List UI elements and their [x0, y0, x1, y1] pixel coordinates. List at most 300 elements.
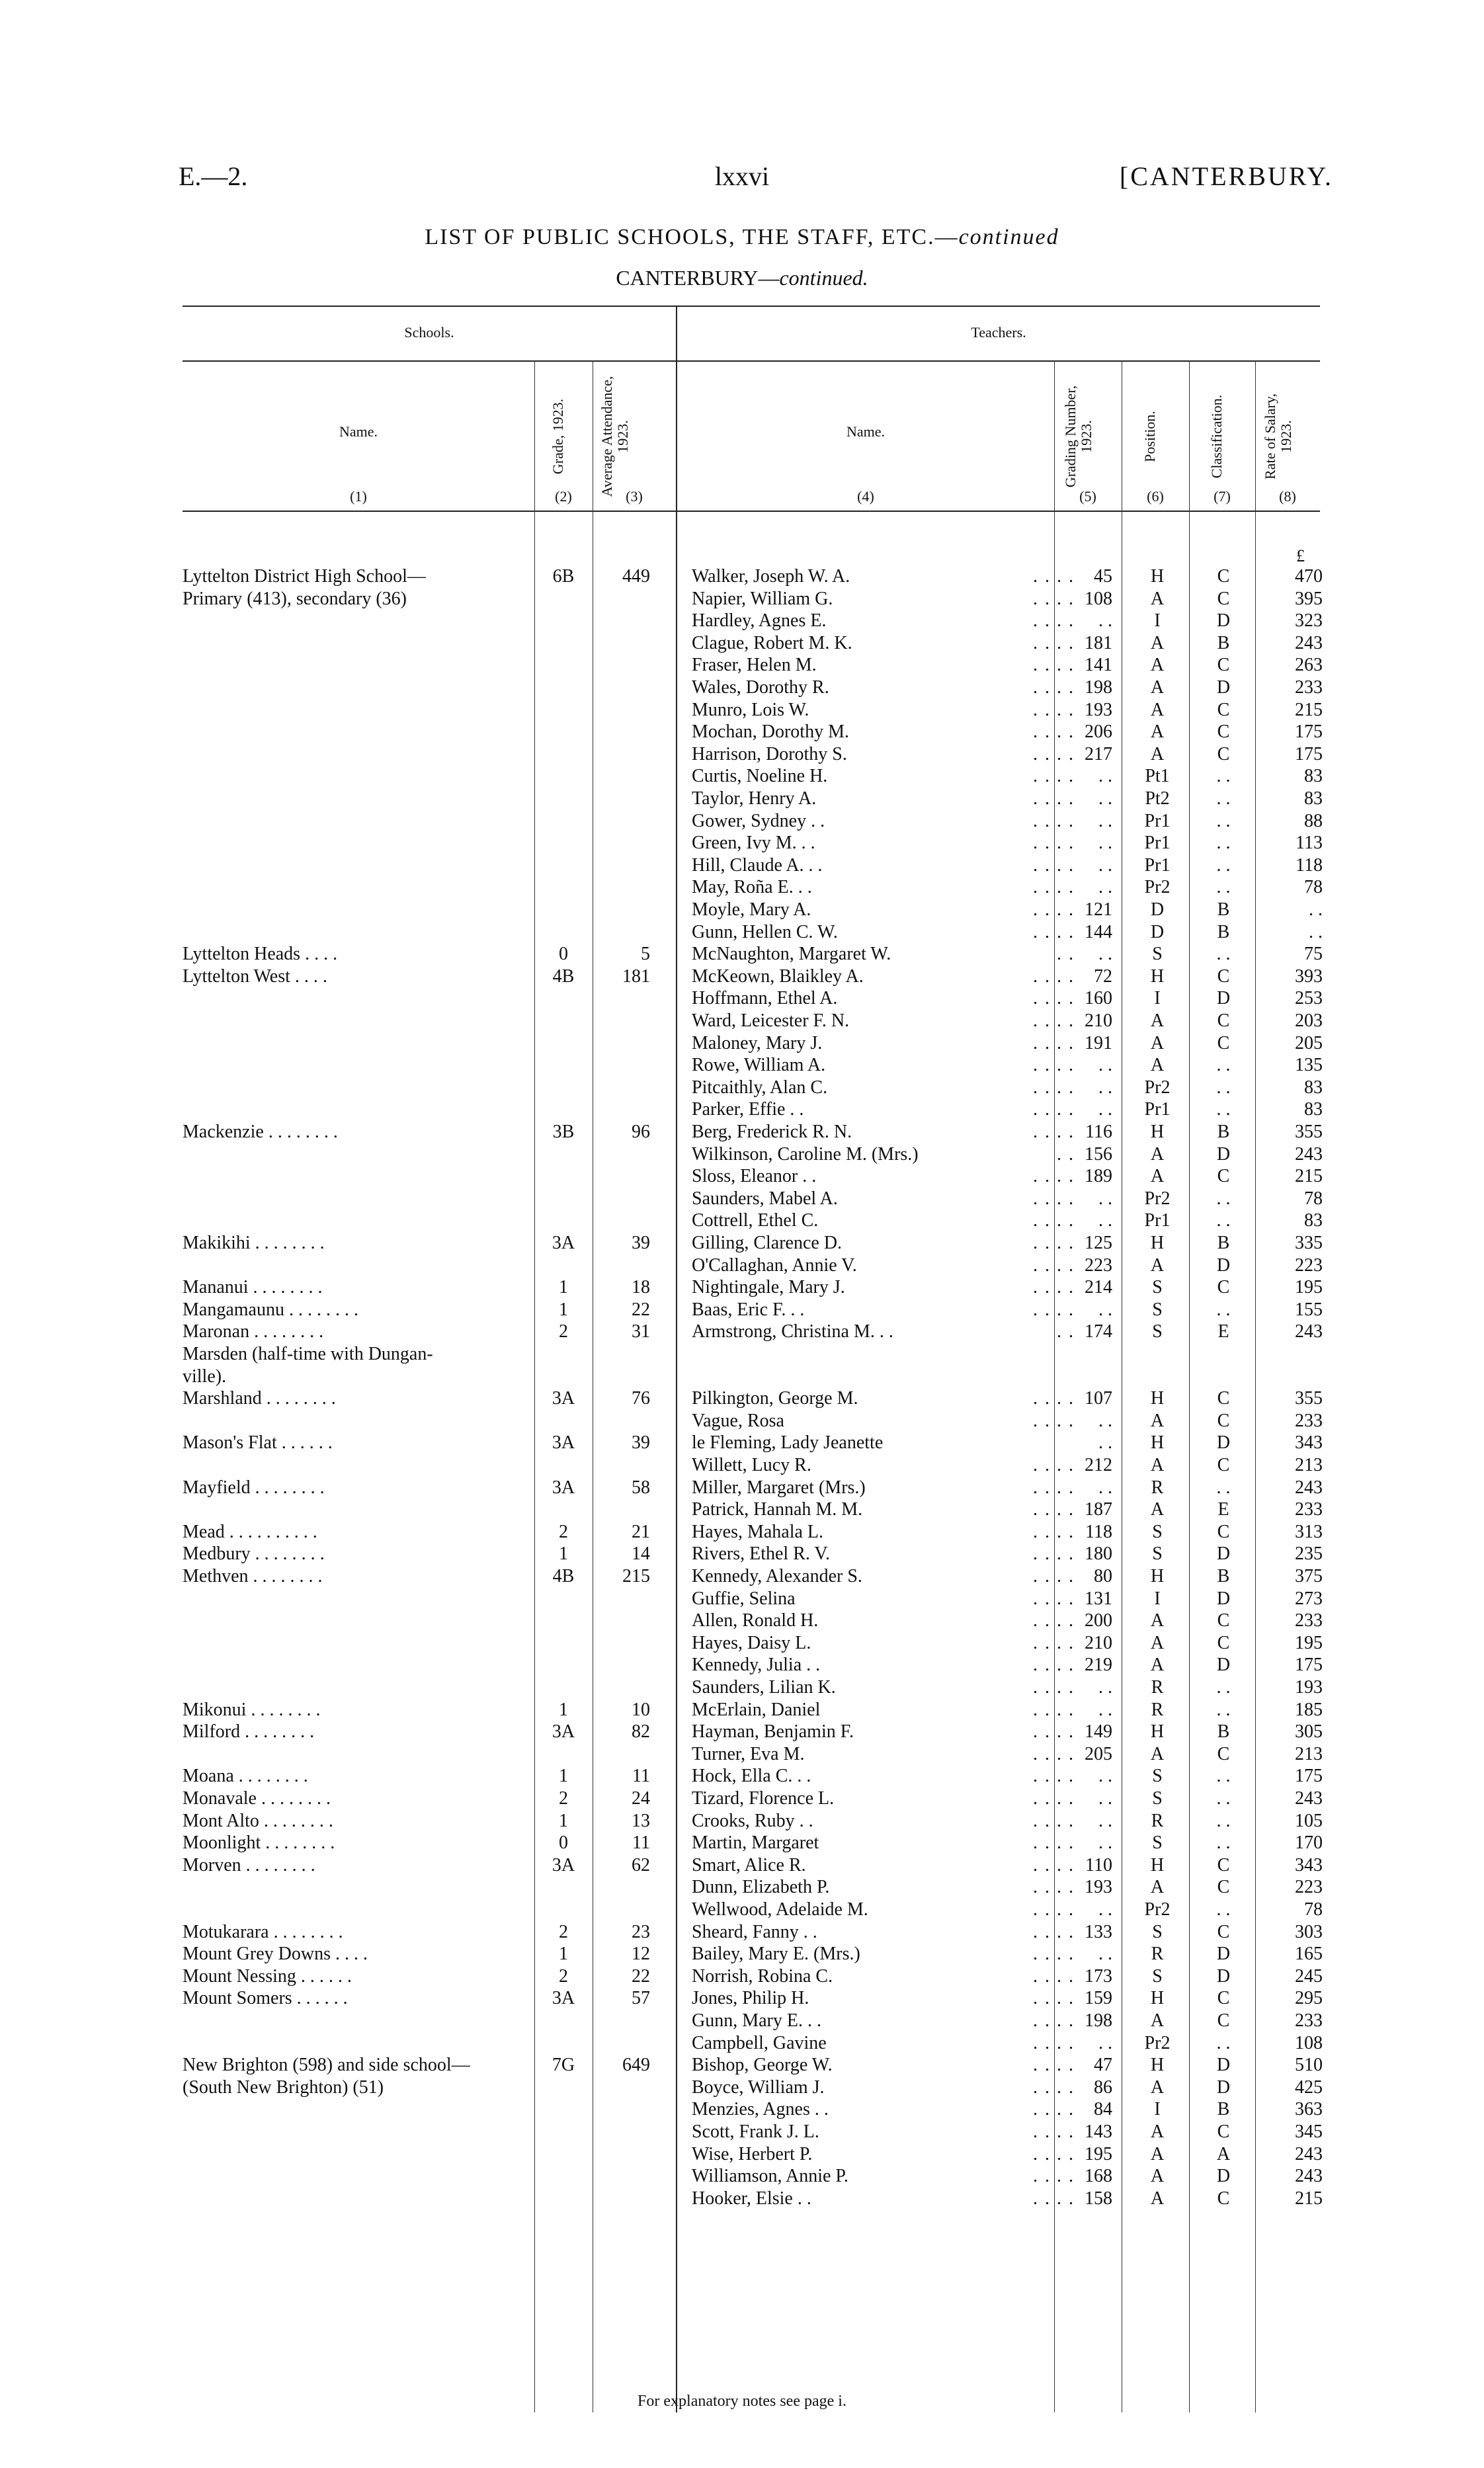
cell-position: A — [1150, 1143, 1165, 1165]
table-top-rule — [183, 306, 1320, 307]
cell-grading-number: 45 — [1094, 566, 1112, 587]
cell-grading-number: . . — [1098, 1810, 1112, 1831]
cell-teacher-name: Norrish, Robina C. — [692, 1965, 833, 1987]
cell-classification: C — [1217, 743, 1230, 764]
cell-position: I — [1154, 2099, 1161, 2120]
cell-teacher-name: Sheard, Fanny . . — [692, 1921, 817, 1942]
cell-leader-dots: . . . . — [1033, 1077, 1075, 1098]
cell-grade: 1 — [559, 1810, 568, 1831]
cell-grading-number: 143 — [1085, 2121, 1112, 2142]
cell-grading-number: . . — [1098, 1477, 1112, 1498]
cell-leader-dots: . . . . — [1033, 1677, 1075, 1698]
cell-salary: 113 — [1296, 833, 1323, 854]
cell-school-name: Mananui . . . . . . . . — [183, 1277, 323, 1298]
cell-salary: 213 — [1295, 1455, 1323, 1475]
cell-teacher-name: le Fleming, Lady Jeanette — [692, 1432, 884, 1454]
cell-classification: . . — [1216, 833, 1231, 854]
cell-grade: 1 — [559, 1699, 568, 1720]
cell-grading-number: 198 — [1085, 2010, 1112, 2031]
cell-classification: D — [1216, 610, 1231, 632]
cell-position: A — [1150, 2077, 1165, 2098]
cell-school-name: Medbury . . . . . . . . — [183, 1543, 325, 1565]
cell-classification: . . — [1216, 877, 1231, 898]
col-attendance: Average Attendance, 1923. — [598, 376, 632, 497]
cell-classification: D — [1216, 988, 1231, 1009]
cell-salary: 78 — [1304, 1188, 1323, 1209]
cell-position: A — [1150, 1877, 1165, 1898]
cell-position: Pr2 — [1144, 2032, 1171, 2053]
cell-grade: 2 — [559, 1788, 568, 1809]
cell-salary: 165 — [1295, 1944, 1323, 1965]
cell-grade: 2 — [559, 1965, 568, 1987]
cell-teacher-name: Walker, Joseph W. A. — [692, 566, 850, 587]
cell-position: I — [1154, 1588, 1161, 1609]
table-row — [0, 610, 1484, 632]
cell-attendance: 23 — [632, 1921, 650, 1942]
cell-salary: 233 — [1295, 677, 1323, 698]
cell-teacher-name: Martin, Margaret — [692, 1832, 819, 1854]
cell-position: H — [1150, 1122, 1165, 1142]
cell-classification: C — [1217, 1921, 1230, 1942]
cell-position: A — [1150, 1743, 1165, 1764]
cell-salary: 175 — [1295, 721, 1323, 743]
cell-grade: 2 — [559, 1921, 568, 1942]
cell-leader-dots: . . . . — [1033, 2166, 1075, 2187]
cell-classification: . . — [1216, 1055, 1231, 1076]
cell-classification: C — [1217, 721, 1230, 743]
cell-classification: D — [1216, 1588, 1231, 1609]
cell-teacher-name: Hayes, Daisy L. — [692, 1632, 811, 1653]
cell-teacher-name: Fraser, Helen M. — [692, 655, 817, 676]
table-row — [0, 854, 1484, 876]
cell-leader-dots: . . . . — [1033, 1010, 1075, 1031]
cell-classification: . . — [1216, 1788, 1231, 1809]
cell-leader-dots: . . . . — [1033, 2077, 1075, 2098]
cell-teacher-name: Hooker, Elsie . . — [692, 2188, 811, 2209]
cell-classification: C — [1217, 1410, 1230, 1431]
table-row — [0, 2188, 1484, 2209]
cell-teacher-name: Willett, Lucy R. — [692, 1455, 811, 1475]
cell-classification: D — [1216, 1965, 1231, 1987]
cell-attendance: 21 — [632, 1521, 650, 1542]
cell-school-name: Monavale . . . . . . . . — [183, 1788, 331, 1809]
cell-grading-number: 206 — [1085, 721, 1112, 743]
cell-teacher-name: Moyle, Mary A. — [692, 899, 811, 920]
cell-classification: . . — [1216, 2032, 1231, 2053]
cell-teacher-name: Wellwood, Adelaide M. — [692, 1899, 868, 1920]
cell-position: A — [1150, 1610, 1165, 1631]
cell-position: A — [1150, 1455, 1165, 1475]
cell-teacher-name: Green, Ivy M. . . — [692, 833, 815, 854]
cell-grade: 3A — [552, 1233, 575, 1253]
cell-position: R — [1151, 1477, 1164, 1498]
table-row — [0, 1077, 1484, 1098]
cell-grading-number: . . — [1098, 1055, 1112, 1076]
cell-teacher-name: Guffie, Selina — [692, 1588, 796, 1609]
cell-position: A — [1150, 1499, 1165, 1520]
cell-leader-dots: . . . . — [1033, 1277, 1075, 1298]
table-row — [0, 788, 1484, 809]
cell-position: Pr2 — [1144, 1188, 1171, 1209]
cell-teacher-name: Armstrong, Christina M. . . — [692, 1321, 893, 1342]
cell-leader-dots: . . . . — [1033, 1255, 1075, 1276]
cell-classification: C — [1217, 2188, 1230, 2209]
colnum-2: (2) — [555, 488, 572, 505]
cell-leader-dots: . . . . — [1033, 2121, 1075, 2142]
cell-classification: D — [1216, 2166, 1231, 2187]
table-row — [0, 1165, 1484, 1187]
cell-position: Pr1 — [1144, 833, 1171, 854]
cell-grade: 1 — [559, 1766, 568, 1787]
title-text: LIST OF PUBLIC SCHOOLS, THE STAFF, ETC.— — [425, 225, 959, 249]
cell-salary: 88 — [1304, 810, 1323, 831]
table-row — [0, 943, 1484, 965]
cell-salary: 223 — [1295, 1877, 1323, 1898]
cell-teacher-name: Rowe, William A. — [692, 1055, 826, 1076]
cell-classification: C — [1217, 1032, 1230, 1053]
cell-classification: . . — [1216, 1677, 1231, 1698]
table-row — [0, 1654, 1484, 1676]
table-row — [0, 1054, 1484, 1076]
cell-classification: . . — [1216, 1099, 1231, 1120]
cell-teacher-name: Cottrell, Ethel C. — [692, 1210, 819, 1231]
cell-grading-number: . . — [1098, 1188, 1112, 1209]
table-row — [0, 721, 1484, 743]
cell-grading-number: 133 — [1085, 1921, 1112, 1942]
cell-teacher-name: Pitcaithly, Alan C. — [692, 1077, 828, 1098]
cell-grading-number: 107 — [1085, 1388, 1112, 1409]
cell-attendance: 11 — [632, 1766, 650, 1787]
cell-attendance: 449 — [622, 566, 650, 587]
cell-teacher-name: Baas, Eric F. . . — [692, 1299, 805, 1320]
cell-school-name: Mont Alto . . . . . . . . — [183, 1810, 333, 1831]
cell-salary: 83 — [1304, 1210, 1323, 1231]
cell-teacher-name: Menzies, Agnes . . — [692, 2099, 829, 2120]
cell-grading-number: 200 — [1085, 1610, 1112, 1631]
table-row — [0, 1098, 1484, 1120]
cell-teacher-name: Taylor, Henry A. — [692, 788, 817, 809]
cell-position: R — [1151, 1677, 1164, 1698]
cell-salary: 203 — [1295, 1010, 1323, 1031]
cell-salary: 295 — [1295, 1988, 1323, 2009]
table-row — [0, 966, 1484, 987]
cell-salary: 305 — [1295, 1721, 1323, 1743]
table-row — [0, 1321, 1484, 1342]
cell-teacher-name: Maloney, Mary J. — [692, 1032, 823, 1053]
cell-classification: . . — [1216, 1832, 1231, 1854]
cell-grade: 3A — [552, 1388, 575, 1409]
cell-position: A — [1150, 677, 1165, 698]
cell-classification: C — [1217, 1988, 1230, 2009]
cell-salary: 345 — [1295, 2121, 1323, 2142]
cell-salary: 235 — [1295, 1543, 1323, 1565]
header-region: [CANTERBURY. — [1119, 161, 1333, 191]
colnum-1: (1) — [350, 488, 367, 505]
cell-salary: 118 — [1296, 854, 1323, 876]
cell-salary: 108 — [1295, 2032, 1323, 2053]
cell-position: A — [1150, 1166, 1165, 1187]
cell-classification: E — [1217, 1321, 1229, 1342]
cell-school-name: Motukarara . . . . . . . . — [183, 1921, 343, 1942]
cell-grading-number: 189 — [1085, 1166, 1112, 1187]
cell-leader-dots: . . . . — [1033, 610, 1075, 632]
cell-teacher-name: Vague, Rosa — [692, 1410, 784, 1431]
cell-teacher-name: Boyce, William J. — [692, 2077, 825, 2098]
cell-teacher-name: O'Callaghan, Annie V. — [692, 1255, 857, 1276]
cell-salary: 195 — [1295, 1277, 1323, 1298]
cell-teacher-name: Scott, Frank J. L. — [692, 2121, 819, 2142]
cell-grading-number: 159 — [1085, 1988, 1112, 2009]
cell-classification: C — [1217, 1166, 1230, 1187]
cell-position: H — [1150, 1566, 1165, 1586]
cell-salary: 313 — [1295, 1521, 1323, 1542]
cell-classification: B — [1217, 921, 1230, 942]
cell-teacher-name: Bailey, Mary E. (Mrs.) — [692, 1944, 860, 1965]
table-row — [0, 1565, 1484, 1587]
cell-classification: D — [1216, 1543, 1231, 1565]
cell-classification: A — [1216, 2143, 1231, 2164]
cell-salary: 343 — [1295, 1432, 1323, 1454]
cell-leader-dots: . . . . — [1033, 1521, 1075, 1542]
cell-position: A — [1150, 2143, 1165, 2164]
table-row — [0, 1899, 1484, 1920]
cell-salary: 355 — [1295, 1388, 1323, 1409]
cell-attendance: 18 — [632, 1277, 650, 1298]
group-header-rule — [183, 360, 1320, 362]
cell-teacher-name: Gilling, Clarence D. — [692, 1233, 843, 1253]
cell-school-name: Milford . . . . . . . . — [183, 1721, 315, 1743]
cell-teacher-name: Harrison, Dorothy S. — [692, 743, 847, 764]
cell-leader-dots: . . . . — [1033, 1877, 1075, 1898]
cell-grading-number: 223 — [1085, 1255, 1112, 1276]
col-teacher-name: Name. — [846, 423, 886, 440]
table-row — [0, 699, 1484, 721]
table-row — [0, 2165, 1484, 2187]
cell-position: A — [1150, 632, 1165, 653]
cell-teacher-name: Wise, Herbert P. — [692, 2143, 813, 2164]
cell-position: R — [1151, 1699, 1164, 1720]
header-series: E.—2. — [179, 161, 248, 191]
cell-grading-number: 193 — [1085, 699, 1112, 720]
cell-leader-dots: . . . . — [1033, 988, 1075, 1009]
cell-classification: B — [1217, 1566, 1230, 1586]
cell-position: H — [1150, 1988, 1165, 2009]
cell-salary: 243 — [1295, 1321, 1323, 1342]
cell-position: D — [1150, 899, 1165, 920]
cell-grading-number: 110 — [1085, 1854, 1112, 1875]
cell-leader-dots: . . . . — [1033, 699, 1075, 720]
cell-classification: . . — [1216, 766, 1231, 787]
cell-salary: 375 — [1295, 1566, 1323, 1586]
cell-teacher-name: Kennedy, Alexander S. — [692, 1566, 862, 1586]
cell-salary: 78 — [1304, 877, 1323, 898]
cell-grade: 3A — [552, 1854, 575, 1875]
table-row — [0, 1276, 1484, 1298]
cell-leader-dots: . . . . — [1033, 1233, 1075, 1253]
cell-grading-number: . . — [1098, 877, 1112, 898]
currency-symbol: £ — [1296, 546, 1305, 565]
title-continued: continued — [958, 225, 1059, 249]
table-row — [0, 1188, 1484, 1210]
cell-leader-dots: . . . . — [1033, 1210, 1075, 1231]
cell-leader-dots: . . . . — [1033, 1655, 1075, 1676]
cell-attendance: 181 — [622, 966, 650, 987]
cell-salary: 83 — [1304, 1099, 1323, 1120]
cell-teacher-name: Parker, Effie . . — [692, 1099, 804, 1120]
cell-grading-number: 141 — [1085, 655, 1112, 676]
cell-grading-number: 217 — [1085, 743, 1112, 764]
table-row — [0, 632, 1484, 654]
cell-grading-number: . . — [1098, 2032, 1112, 2053]
cell-school-name: Marshland . . . . . . . . — [183, 1388, 336, 1409]
cell-teacher-name: Jones, Philip H. — [692, 1988, 809, 2009]
cell-classification: D — [1216, 1655, 1231, 1676]
cell-teacher-name: Munro, Lois W. — [692, 699, 809, 720]
cell-grading-number: 158 — [1085, 2188, 1112, 2209]
cell-position: H — [1150, 1388, 1165, 1409]
table-row — [0, 1210, 1484, 1231]
table-row — [0, 1943, 1484, 1965]
cell-classification: C — [1217, 588, 1230, 609]
col-school-name: Name. — [339, 423, 378, 440]
cell-grading-number: 84 — [1094, 2099, 1112, 2120]
table-row — [0, 1387, 1484, 1409]
cell-salary: 323 — [1295, 610, 1323, 632]
table-row — [0, 1765, 1484, 1787]
cell-classification: . . — [1216, 1210, 1231, 1231]
cell-leader-dots: . . — [1057, 944, 1075, 965]
table-row — [0, 677, 1484, 698]
cell-leader-dots: . . . . — [1033, 2010, 1075, 2031]
cell-leader-dots: . . . . — [1033, 877, 1075, 898]
cell-grading-number: 198 — [1085, 677, 1112, 698]
cell-position: I — [1154, 988, 1161, 1009]
cell-grade: 0 — [559, 1832, 568, 1854]
cell-position: A — [1150, 721, 1165, 743]
table-row — [0, 1965, 1484, 1987]
cell-attendance: 39 — [632, 1432, 650, 1454]
table-row — [0, 1366, 1484, 1387]
cell-attendance: 215 — [622, 1566, 650, 1586]
cell-classification: C — [1217, 1521, 1230, 1542]
cell-position: A — [1150, 1255, 1165, 1276]
cell-teacher-name: Saunders, Lilian K. — [692, 1677, 836, 1698]
cell-grading-number: . . — [1098, 1099, 1112, 1120]
table-row — [0, 2121, 1484, 2143]
cell-position: S — [1152, 1788, 1163, 1809]
cell-position: A — [1150, 1410, 1165, 1431]
cell-grading-number: 210 — [1085, 1632, 1112, 1653]
cell-position: S — [1152, 1277, 1163, 1298]
cell-leader-dots: . . . . — [1033, 1566, 1075, 1586]
cell-teacher-name: Bishop, George W. — [692, 2055, 833, 2076]
cell-leader-dots: . . . . — [1033, 632, 1075, 653]
table-row — [0, 2032, 1484, 2054]
cell-school-name: Maronan . . . . . . . . — [183, 1321, 324, 1342]
cell-position: H — [1150, 1721, 1165, 1743]
cell-teacher-name: Ward, Leicester F. N. — [692, 1010, 850, 1031]
cell-teacher-name: Hayes, Mahala L. — [692, 1521, 824, 1542]
cell-salary: 83 — [1304, 766, 1323, 787]
cell-attendance: 12 — [632, 1944, 650, 1965]
cell-attendance: 649 — [622, 2055, 650, 2076]
cell-leader-dots: . . . . — [1033, 1543, 1075, 1565]
cell-leader-dots: . . . . — [1033, 921, 1075, 942]
cell-grading-number: 144 — [1085, 921, 1112, 942]
table-row — [0, 1255, 1484, 1276]
cell-grading-number: 212 — [1085, 1455, 1112, 1475]
cell-grading-number: . . — [1098, 1677, 1112, 1698]
cell-school-name: Methven . . . . . . . . — [183, 1566, 323, 1586]
cell-position: S — [1152, 1543, 1163, 1565]
cell-salary: 135 — [1295, 1055, 1323, 1076]
cell-leader-dots: . . . . — [1033, 854, 1075, 876]
group-teachers: Teachers. — [971, 324, 1026, 341]
cell-position: A — [1150, 1010, 1165, 1031]
cell-leader-dots: . . . . — [1033, 1188, 1075, 1209]
cell-salary: 243 — [1295, 632, 1323, 653]
cell-leader-dots: . . . . — [1033, 1477, 1075, 1498]
cell-leader-dots: . . . . — [1033, 1588, 1075, 1609]
table-row — [0, 810, 1484, 832]
cell-grading-number: 156 — [1085, 1143, 1112, 1165]
cell-leader-dots: . . . . — [1033, 1832, 1075, 1854]
cell-classification: . . — [1216, 1188, 1231, 1209]
cell-grading-number: 125 — [1085, 1233, 1112, 1253]
colnum-3: (3) — [626, 488, 643, 505]
cell-teacher-name: Nightingale, Mary J. — [692, 1277, 845, 1298]
table-row — [0, 2143, 1484, 2165]
table-row — [0, 1921, 1484, 1943]
table-row — [0, 1610, 1484, 1631]
cell-salary: . . — [1309, 921, 1323, 942]
cell-classification: D — [1216, 1432, 1231, 1454]
cell-leader-dots: . . . . — [1033, 1743, 1075, 1764]
cell-salary: 215 — [1295, 699, 1323, 720]
cell-classification: B — [1217, 1721, 1230, 1743]
cell-salary: 253 — [1295, 988, 1323, 1009]
cell-position: Pr2 — [1144, 877, 1171, 898]
cell-teacher-name: McKeown, Blaikley A. — [692, 966, 864, 987]
cell-school-name: Mount Nessing . . . . . . — [183, 1965, 352, 1987]
cell-grading-number: 108 — [1085, 588, 1112, 609]
cell-classification: . . — [1216, 810, 1231, 831]
cell-grading-number: 214 — [1085, 1277, 1112, 1298]
cell-leader-dots: . . . . — [1033, 1721, 1075, 1743]
table-row — [0, 2098, 1484, 2120]
cell-teacher-name: Clague, Robert M. K. — [692, 632, 852, 653]
group-schools: Schools. — [404, 324, 454, 341]
cell-salary: 425 — [1295, 2077, 1323, 2098]
cell-classification: . . — [1216, 1477, 1231, 1498]
cell-attendance: 31 — [632, 1321, 650, 1342]
table-row — [0, 1521, 1484, 1543]
cell-teacher-name: Tizard, Florence L. — [692, 1788, 835, 1809]
col-classification: Classification. — [1208, 394, 1225, 479]
cell-teacher-name: Sloss, Eleanor . . — [692, 1166, 817, 1187]
cell-classification: . . — [1216, 1766, 1231, 1787]
cell-school-name: Mackenzie . . . . . . . . — [183, 1122, 338, 1142]
cell-grade: 1 — [559, 1944, 568, 1965]
cell-leader-dots: . . . . — [1033, 966, 1075, 987]
cell-classification: C — [1217, 1610, 1230, 1631]
table-row — [0, 2010, 1484, 2032]
table-row — [0, 765, 1484, 787]
cell-grading-number: 118 — [1085, 1521, 1112, 1542]
cell-teacher-name: Wales, Dorothy R. — [692, 677, 829, 698]
cell-salary: 243 — [1295, 1143, 1323, 1165]
cell-salary: 175 — [1295, 1766, 1323, 1787]
